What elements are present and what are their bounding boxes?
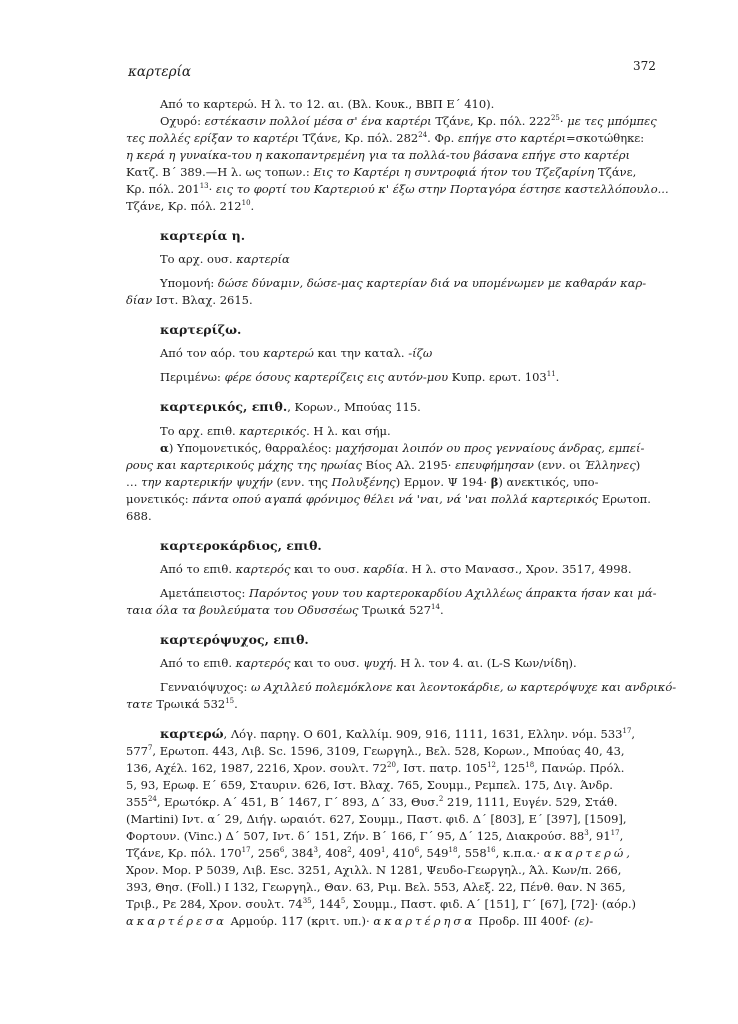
definition-line: μονετικός: πάντα οπού αγαπά φρόνιμος θέλει νά 'ναι, νά 'ναι πολλά καρτερικός Ερωτοπ. — [126, 492, 651, 506]
entry-karteropsychos — [118, 631, 677, 713]
definition-line: Κατζ. Β΄ 389.—Η λ. ως τοπων.: Εις το Καρτέρι η συντροφιά ήτον του Τζεζαρίνη Τζάνε, — [126, 165, 637, 179]
citation-line: (Martini) Ιντ. α΄ 29, Διήγ. ωραιότ. 627, Σουμμ., Παστ. φιδ. Δ΄ [803], Ε΄ [397], [1509], — [126, 812, 627, 826]
etymology-line: Από τον αόρ. του καρτερώ και την καταλ. -ίζω — [160, 346, 433, 360]
citation-line: $577^7$, Ερωτοπ. 443, Λιβ. Sc. 1596, 3109, Γεωργηλ., Βελ. 528, Κορων., Μπούας 40, 43, — [126, 744, 625, 758]
headword: καρτερία η. — [160, 228, 246, 243]
headword-line: καρτερικός, επιθ., Κορων., Μπούας 115. — [160, 399, 421, 414]
citation-line: καρτερώ, Λόγ. παρηγ. Ο 601, Καλλίμ. 909, 916, 1111, 1631, Ελλην. νόμ. $533^{17}$, — [160, 726, 636, 741]
definition-line: Υπομονή: δώσε δύναμιν, δώσε-μας καρτερίαν διά να υπομένωμεν με καθαράν καρ- — [160, 276, 647, 290]
etymology-line: Από το επιθ. καρτερός και το ουσ. καρδία. Η λ. στο Μανασσ., Χρον. 3517, 4998. — [160, 562, 632, 576]
entry-kartero — [118, 725, 658, 930]
entry-karterikos — [118, 398, 658, 525]
headword: καρτερίζω. — [160, 322, 242, 337]
definition-line: η κερά η γυναίκα-του η κακοπαντρεμένη για τα πολλά-του βάσανα επήγε στο καρτέρι — [126, 148, 631, 162]
definition-line: α) Υπομονετικός, θαρραλέος: μαχήσομαι λοιπόν ου προς γενναίους άνδρας, εμπεί- — [160, 441, 645, 455]
entry-continuation — [118, 96, 677, 930]
etymology-line: Από το καρτερώ. Η λ. το 12. αι. (Βλ. Κουκ., ΒΒΠ Ε΄ 410). — [160, 97, 495, 111]
definition-line: Γενναιόψυχος: ω Αχιλλεύ πολεμόκλονε και λεοντοκάρδιε, ω καρτερόψυχε και ανδρικό- — [160, 680, 677, 694]
running-head: καρτερία — [128, 64, 191, 80]
definition-line: τες πολλές ερίξαν το καρτέρι Τζάνε, Κρ. πόλ. $282^{24}$. Φρ. επήγε στο καρτέρι=σκοτώθηκε: — [126, 131, 645, 145]
definition-line: ταια όλα τα βουλεύματα του Οδυσσέως Τρωικά $527^{14}$. — [126, 603, 444, 617]
definition-line: Κρ. πόλ. $201^{13}\cdot \varepsilon\iota\varsigma$ το φορτί του Καρτεριού κ' έξω στην Πορταγόρα έστησε καστελλόπουλο... — [126, 182, 669, 196]
headword: καρτερικός, επιθ. — [160, 399, 288, 414]
entry-karteria — [118, 227, 658, 309]
citation-line: Χρον. Μορ. Ρ 5039, Λιβ. Esc. 3251, Αχιλλ. Ν 1281, Ψευδο-Γεωργηλ., Άλ. Κων/π. 266, — [126, 863, 622, 877]
entry-karterizo — [118, 321, 658, 386]
citation-line: 393, Θησ. (Foll.) Ι 132, Γεωργηλ., Θαν. 63, Ριμ. Βελ. 553, Αλεξ. 22, Πένθ. θαν. Ν 365, — [126, 880, 626, 894]
definition-line: δίαν Ιστ. Βλαχ. 2615. — [126, 293, 253, 307]
etymology-line: Από το επιθ. καρτερός και το ουσ. ψυχή. Η λ. τον 4. αι. (L-S Κων/νίδη). — [160, 656, 577, 670]
citation-line: Φορτουν. (Vinc.) Δ΄ 507, Ιντ. δ΄ 151, Ζήν. Β΄ 166, Γ΄ 95, Δ΄ 125, Διακρούσ. $88^3$, $91^{17}$, — [126, 829, 624, 843]
citation-line: Τριβ., Ρε 284, Χρον. σουλτ. $74^{35}$, $144^5$, Σουμμ., Παστ. φιδ. Α΄ [151], Γ΄ [67], [72]· (αόρ.) — [126, 897, 636, 911]
definition-line: τατε Τρωικά $532^{15}$. — [126, 697, 238, 711]
entry-karterokardios — [118, 537, 658, 619]
headword: καρτερόψυχος, επιθ. — [160, 632, 309, 647]
etymology-line: Το αρχ. ουσ. καρτερία — [160, 252, 290, 266]
definition-line: ρους και καρτερικούς μάχης της ηρωίας Βίος Αλ. 2195· επευφήμησαν (ενν. οι Έλληνες) — [126, 458, 641, 472]
etymology-line: Το αρχ. επιθ. καρτερικός. Η λ. και σήμ. — [160, 424, 391, 438]
headword: καρτερώ — [160, 726, 224, 741]
citation-line: ακαρτέρεσα Αρμούρ. 117 (κριτ. υπ.)· ακαρτέρησα Προδρ. ΙΙΙ 400f· (ε)- — [126, 914, 594, 928]
citation-line: 136, Αχέλ. 162, 1987, 2216, Χρον. σουλτ. $72^{20}$, Ιστ. πατρ. $105^{12}$, $125^{18}$, Πανώρ. Πρόλ. — [126, 761, 625, 775]
definition-line: Τζάνε, Κρ. πόλ. $212^{10}$. — [126, 199, 255, 213]
citation-line: 5, 93, Ερωφ. Ε΄ 659, Σταυριν. 626, Ιστ. Βλαχ. 765, Σουμμ., Ρεμπελ. 175, Διγ. Άνδρ. — [126, 778, 613, 792]
headword: καρτεροκάρδιος, επιθ. — [160, 538, 322, 553]
definition-line: Αμετάπειστος: Παρόντος γουν του καρτεροκαρδίου Αχιλλέως άπρακτα ήσαν και μά- — [160, 586, 657, 600]
citation-line: Τζάνε, Κρ. πόλ. $170^{17}$, $256^6$, $384^3$, $408^2$, $409^1$, $410^6$, $549^{18}$, $558^{16}$, κ.π.α.· ακαρτερώ, — [126, 846, 633, 860]
definition-line: Περιμένω: φέρε όσους καρτερίζεις εις αυτόν-μου Κυπρ. ερωτ. $103^{11}$. — [160, 370, 560, 384]
page-number: 372 — [633, 59, 656, 73]
citation-line: $355^{24}$, Ερωτόκρ. Α΄ 451, Β΄ 1467, Γ΄ 893, Δ΄ 33, Θυσ.$^2$ 219, 1111, Ευγέν. 529, Στάθ. — [126, 795, 618, 809]
definition-line: … την καρτερικήν ψυχήν (ενν. της Πολυξένης) Ερμον. Ψ 194· β) ανεκτικός, υπο- — [126, 475, 599, 489]
definition-line: Οχυρό: εστέκασιν πολλοί μέσα σ' ένα καρτέρι Τζάνε, Κρ. πόλ. $222^{25}\cdot \mu\varepsilon$ τες μπόμπες — [160, 114, 657, 128]
definition-line: 688. — [126, 509, 152, 523]
